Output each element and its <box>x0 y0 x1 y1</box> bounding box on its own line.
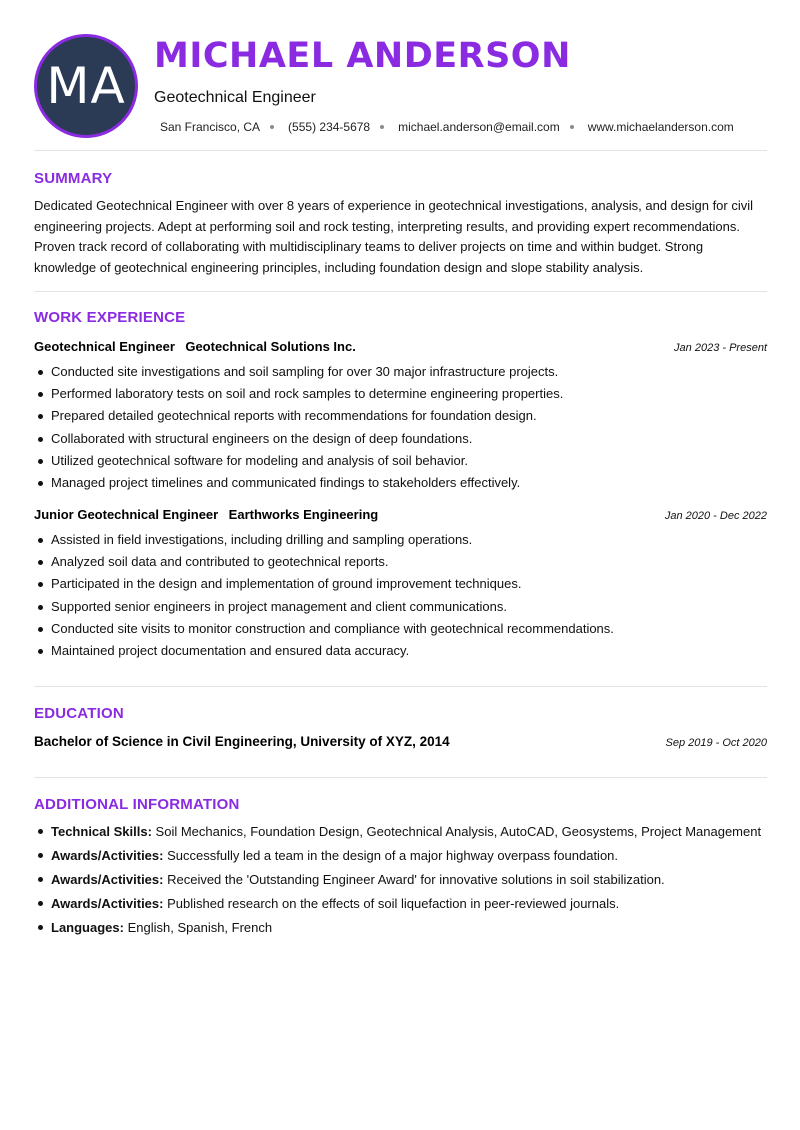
summary-heading: SUMMARY <box>34 170 113 187</box>
list-item <box>34 894 767 913</box>
item-text: Received the 'Outstanding Engineer Award' for innovative solutions in soil stabilization. <box>167 872 665 887</box>
job-role: Junior Geotechnical Engineer <box>34 507 219 522</box>
additional-heading: ADDITIONAL INFORMATION <box>34 796 240 813</box>
list-item: Prepared detailed geotechnical reports with recommendations for foundation design. <box>34 407 767 429</box>
item-text: Published research on the effects of soil liquefaction in peer-reviewed journals. <box>167 896 620 911</box>
item-label: Awards/Activities: <box>51 848 164 863</box>
job-dates: Jan 2020 - Dec 2022 <box>664 510 767 522</box>
contact-website[interactable]: www.michaelanderson.com <box>587 120 734 134</box>
experience-heading: WORK EXPERIENCE <box>34 309 186 326</box>
contact-phone: (555) 234-5678 <box>288 120 371 134</box>
divider <box>34 686 767 687</box>
separator-dot-icon <box>570 125 574 129</box>
item-label: Technical Skills: <box>51 824 152 839</box>
item-text: English, Spanish, French <box>127 920 273 935</box>
list-item <box>34 870 767 889</box>
list-item: Conducted site visits to monitor construction and compliance with geotechnical recommendations. <box>34 620 767 642</box>
contact-bar <box>160 120 734 134</box>
list-item: Assisted in field investigations, including drilling and sampling operations. <box>34 531 767 553</box>
contact-email[interactable]: michael.anderson@email.com <box>398 120 560 134</box>
separator-dot-icon <box>270 125 274 129</box>
education-degree: Bachelor of Science in Civil Engineering, University of XYZ, 2014 <box>34 734 450 749</box>
additional-list <box>34 822 767 942</box>
avatar-initials: MA <box>46 57 126 115</box>
list-item: Managed project timelines and communicated findings to stakeholders effectively. <box>34 474 767 496</box>
job-header <box>34 506 767 524</box>
divider <box>34 777 767 778</box>
item-text: Successfully led a team in the design of a major highway overpass foundation. <box>167 848 619 863</box>
divider <box>34 291 767 292</box>
job-dates: Jan 2023 - Present <box>674 342 767 354</box>
contact-location: San Francisco, CA <box>160 120 261 134</box>
divider <box>34 150 767 151</box>
job-company: Geotechnical Solutions Inc. <box>185 339 356 354</box>
list-item <box>34 918 767 937</box>
job-title: Geotechnical Engineer <box>154 89 316 106</box>
list-item: Conducted site investigations and soil sampling for over 30 major infrastructure projects. <box>34 363 767 385</box>
item-text: Soil Mechanics, Foundation Design, Geotechnical Analysis, AutoCAD, Geosystems, Project Management <box>155 824 762 839</box>
job-header <box>34 338 767 356</box>
job-bullets <box>34 531 767 664</box>
job-bullets <box>34 363 767 496</box>
education-dates: Sep 2019 - Oct 2020 <box>665 737 767 749</box>
candidate-name: MICHAEL ANDERSON <box>154 36 571 76</box>
list-item <box>34 822 767 841</box>
summary-text: Dedicated Geotechnical Engineer with over 8 years of experience in geotechnical investigations, analysis, and design for civil engineering projects. Adept at performing soil and rock testing, interpreting results, and providing expert recommendations. Proven track record of collaborating with multidisciplinary teams to deliver projects on time and within budget. Strong knowledge of geotechnical engineering principles, including foundation design and slope stability analysis. <box>34 198 754 275</box>
education-entry <box>34 734 767 749</box>
item-label: Awards/Activities: <box>51 896 164 911</box>
list-item: Utilized geotechnical software for modeling and analysis of soil behavior. <box>34 452 767 474</box>
item-label: Awards/Activities: <box>51 872 164 887</box>
avatar <box>34 34 138 138</box>
job-role: Geotechnical Engineer <box>34 339 175 354</box>
list-item: Collaborated with structural engineers on the design of deep foundations. <box>34 430 767 452</box>
education-heading: EDUCATION <box>34 705 124 722</box>
job-company: Earthworks Engineering <box>228 507 379 522</box>
list-item: Performed laboratory tests on soil and rock samples to determine engineering properties. <box>34 385 767 407</box>
list-item: Supported senior engineers in project management and client communications. <box>34 598 767 620</box>
list-item: Analyzed soil data and contributed to geotechnical reports. <box>34 553 767 575</box>
list-item: Maintained project documentation and ensured data accuracy. <box>34 642 767 664</box>
separator-dot-icon <box>380 125 384 129</box>
list-item <box>34 846 767 865</box>
item-label: Languages: <box>51 920 124 935</box>
list-item: Participated in the design and implementation of ground improvement techniques. <box>34 575 767 597</box>
